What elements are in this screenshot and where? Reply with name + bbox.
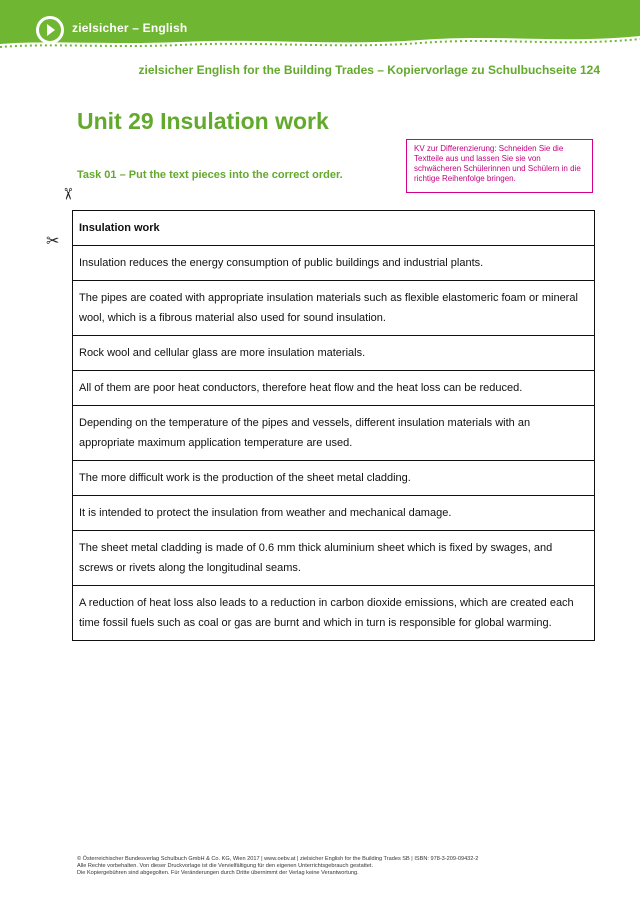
text-piece: Depending on the temperature of the pipes and vessels, different insulation materials with an appropriate maximum application temperature are used.: [73, 406, 594, 461]
header-banner: [0, 0, 640, 50]
footer-copyright: [77, 856, 577, 877]
text-piece: The more difficult work is the production of the sheet metal cladding.: [73, 461, 594, 496]
task-instruction: Task 01 – Put the text pieces into the correct order.: [77, 169, 343, 181]
text-pieces-table: [72, 210, 595, 641]
scissors-icon: ✂: [46, 233, 60, 250]
page-title: Unit 29 Insulation work: [77, 108, 329, 134]
footer-line: Alle Rechte vorbehalten. Von dieser Druckvorlage ist die Vervielfältigung für den eigenen Unterrichtsgebrauch gestattet.: [77, 863, 374, 869]
page-subtitle: zielsicher English for the Building Trades – Kopiervorlage zu Schulbuchseite 124: [138, 63, 600, 77]
text-piece: It is intended to protect the insulation from weather and mechanical damage.: [73, 496, 594, 531]
text-piece: Rock wool and cellular glass are more insulation materials.: [73, 336, 594, 371]
footer-line: Die Kopiergebühren sind abgegolten. Für Veränderungen durch Dritte übernimmt der Verlag keine Verantwortung.: [77, 870, 359, 876]
text-piece: Insulation work: [73, 211, 594, 246]
scissors-icon: ✂: [58, 187, 76, 201]
text-piece: A reduction of heat loss also leads to a reduction in carbon dioxide emissions, which are created each time fossil fuels such as coal or gas are burnt and which in turn is responsible for global warming.: [79, 597, 574, 629]
text-piece: The pipes are coated with appropriate insulation materials such as flexible elastomeric foam or mineral wool, which is a fibrous material also used for sound insulation.: [73, 281, 594, 336]
brand-name: zielsicher – English: [72, 21, 188, 35]
text-piece: Insulation reduces the energy consumption of public buildings and industrial plants.: [73, 246, 594, 281]
text-piece: All of them are poor heat conductors, therefore heat flow and the heat loss can be reduced.: [73, 371, 594, 406]
footer-line: © Österreichischer Bundesverlag Schulbuch GmbH & Co. KG, Wien 2017 | www.oebv.at | zielsicher English for the Building Trades SB | ISBN: 978-3-209-09432-2: [77, 856, 479, 862]
text-piece: The sheet metal cladding is made of 0.6 mm thick aluminium sheet which is fixed by swages, and screws or rivets along the longitudinal seams.: [73, 531, 594, 586]
play-icon: [36, 16, 64, 44]
teacher-note: KV zur Differenzierung: Schneiden Sie die Textteile aus und lassen Sie sie von schwächeren Schülerinnen und Schülern in die richtige Reihenfolge bringen.: [406, 139, 593, 193]
